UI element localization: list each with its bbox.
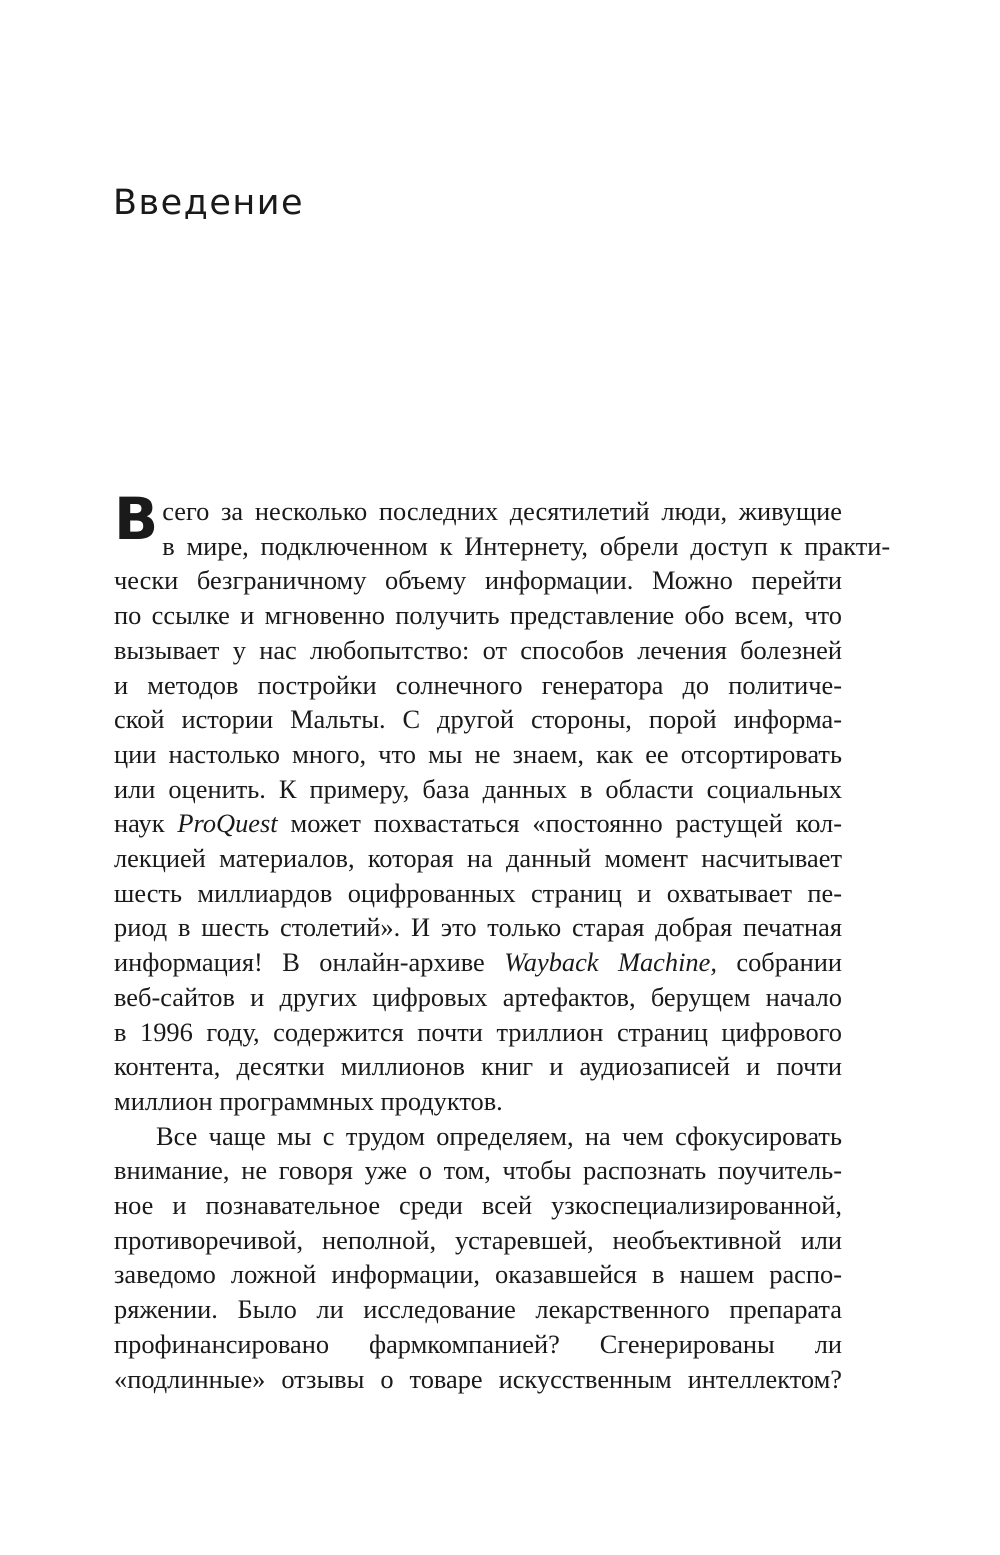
- text-line: в 1996 году, содержится почти триллион страниц цифрового: [114, 1016, 842, 1047]
- text-line: в мире, подключенном к Интернету, обрели доступ к практи-: [162, 530, 891, 561]
- text-line: внимание, не говоря уже о том, чтобы распознать поучитель-: [114, 1155, 842, 1186]
- text-line: и методов постройки солнечного генератора до политиче-: [114, 669, 842, 700]
- text-line: ряжении. Было ли исследование лекарственного препарата: [114, 1294, 842, 1325]
- text-line: вызывает у нас любопытство: от способов лечения болезней: [114, 634, 842, 665]
- text-line: заведомо ложной информации, оказавшейся в нашем распо-: [114, 1259, 842, 1290]
- text-line: по ссылке и мгновенно получить представление обо всем, что: [114, 600, 842, 631]
- text-line: контента, десятки миллионов книг и аудиозаписей и почти: [114, 1051, 842, 1082]
- body-text: [114, 485, 891, 1396]
- text-line: ное и познавательное среди всей узкоспециализированной,: [114, 1190, 842, 1221]
- text-line: риод в шесть столетий». И это только старая добрая печатная: [114, 912, 842, 943]
- chapter-title: Введение: [113, 183, 305, 223]
- italic-title: Wayback Machine,: [504, 947, 717, 978]
- text-line: чески безграничному объему информации. Можно перейти: [114, 565, 842, 596]
- text-line: или оценить. К примеру, база данных в области социальных: [114, 773, 842, 804]
- text-line: ской истории Мальты. С другой стороны, порой информа-: [114, 704, 842, 735]
- text-line: сего за несколько последних десятилетий люди, живущие: [162, 496, 842, 526]
- text-fragment: может похвастаться «постоянно растущей кол-: [277, 808, 842, 839]
- text-line: шесть миллиардов оцифрованных страниц и охватывает пе-: [114, 877, 842, 908]
- text-fragment: информация! В онлайн-архиве: [114, 947, 505, 978]
- text-line: профинансировано фармкомпанией? Сгенерированы ли: [114, 1328, 842, 1359]
- text-line: [114, 806, 842, 841]
- text-line: веб-сайтов и других цифровых артефактов, берущем начало: [114, 981, 842, 1012]
- text-line: лекцией материалов, которая на данный момент насчитывает: [114, 843, 842, 874]
- drop-cap: В: [114, 485, 159, 553]
- text-line: Все чаще мы с трудом определяем, на чем сфокусировать: [156, 1120, 842, 1151]
- paragraph-2: [114, 1119, 842, 1397]
- text-line: противоречивой, неполной, устаревшей, необъективной или: [114, 1224, 842, 1255]
- text-line: [114, 945, 842, 980]
- text-line: «подлинные» отзывы о товаре искусственным интеллектом?: [114, 1363, 842, 1394]
- text-fragment: наук: [114, 808, 178, 839]
- paragraph-1: [114, 485, 891, 1119]
- italic-title: ProQuest: [177, 808, 278, 839]
- text-fragment: собрании: [716, 947, 843, 978]
- text-line: миллион программных продуктов.: [114, 1085, 503, 1116]
- text-line: ции настолько много, что мы не знаем, как ее отсортировать: [114, 738, 842, 769]
